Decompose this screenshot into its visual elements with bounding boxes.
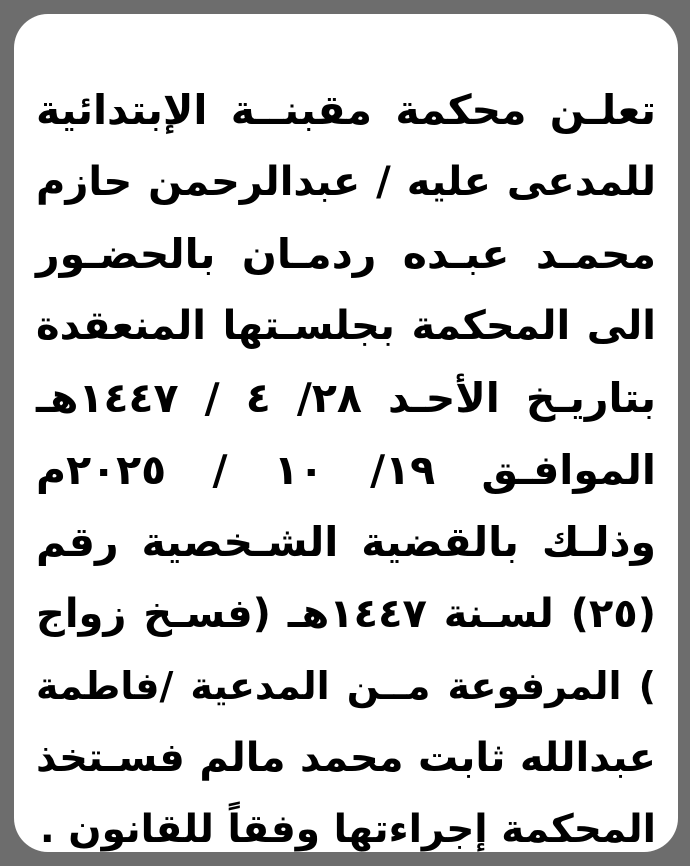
notice-line-3: محمـد عبـده ردمـان بالحضـور — [36, 230, 656, 278]
notice-line-7: وذلـك بالقضية الشـخصية رقم — [36, 518, 656, 566]
notice-line-4: الى المحكمة بجلسـتها المنعقدة — [36, 303, 656, 349]
notice-line-11: المحكمة إجراءتها وفقاً للقانون . — [39, 807, 656, 852]
notice-line-9: ) المرفوعة مــن المدعية /فاطمة — [36, 664, 656, 708]
notice-line-1: تعلـن محكمة مقبنــة الإبتدائية — [36, 86, 656, 134]
notice-line-8: (٢٥) لسـنة ١٤٤٧هـ (فسـخ زواج — [36, 591, 656, 637]
court-notice-text — [36, 74, 656, 866]
notice-card — [14, 14, 678, 852]
notice-line-6: الموافـق ١٩/ ١٠ / ٢٠٢٥م — [36, 446, 656, 494]
notice-line-10: عبدالله ثابت محمد مالم فسـتخذ — [36, 735, 656, 781]
notice-line-2: للمدعى عليه / عبدالرحمن حازم — [36, 159, 656, 205]
notice-line-5: بتاريـخ الأحـد ٢٨/ ٤ / ١٤٤٧هـ — [36, 374, 657, 422]
